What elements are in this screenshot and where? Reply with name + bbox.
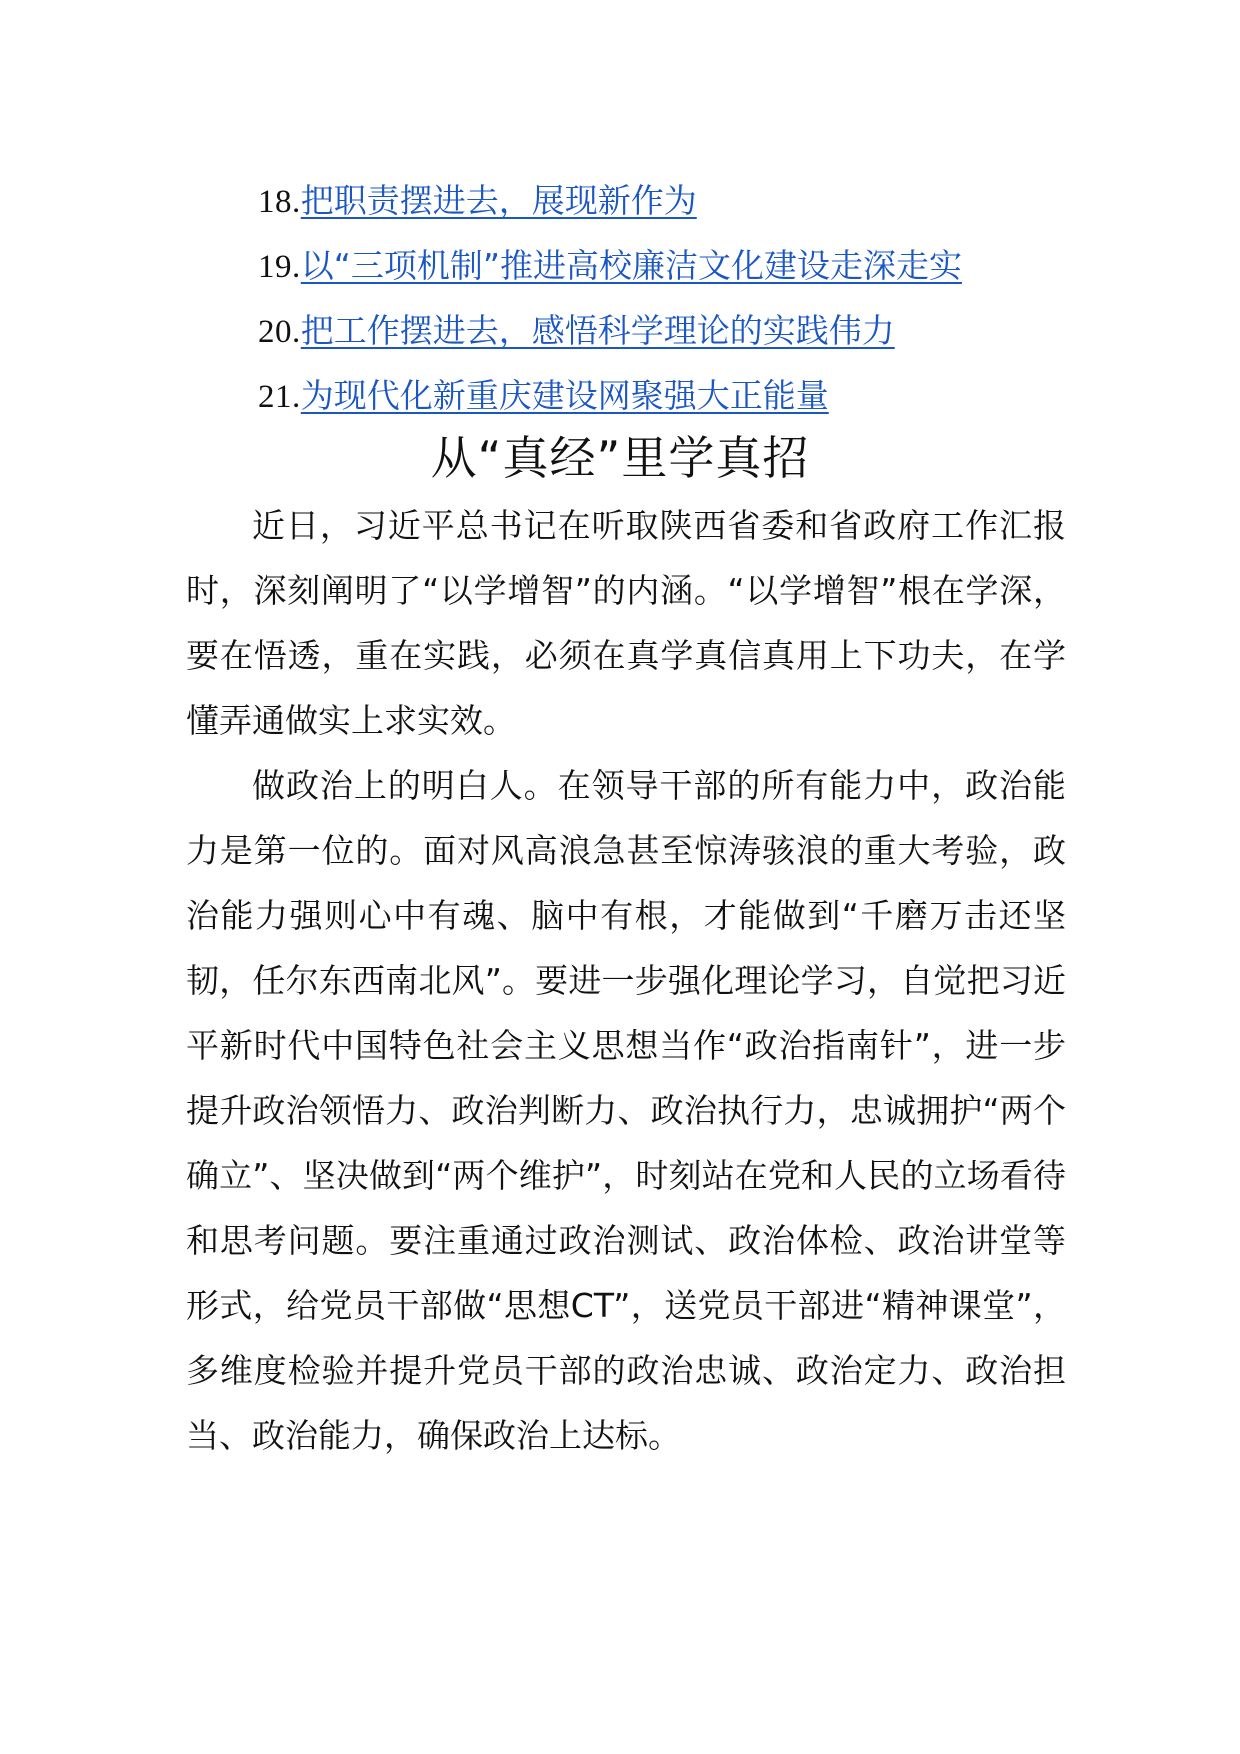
toc-item-number: 19. (258, 249, 301, 285)
article-title: 从“真经”里学真招 (430, 431, 810, 485)
toc-item-20[interactable] (258, 298, 1078, 363)
toc-link-20[interactable]: 把工作摆进去，感悟科学理论的实践伟力 (300, 311, 895, 350)
table-of-contents (258, 168, 1078, 428)
toc-item-18[interactable] (258, 168, 1078, 233)
toc-item-19[interactable] (258, 233, 1078, 298)
toc-item-number: 18. (258, 184, 301, 220)
toc-item-21[interactable] (258, 363, 1078, 428)
paragraph-intro: 近日，习近平总书记在听取陕西省委和省政府工作汇报时，深刻阐明了“以学增智”的内涵。“以学增智”根在学深，要在悟透，重在实践，必须在真学真信真用上下功夫，在学懂弄通做实上求实效。 (186, 506, 1066, 740)
toc-link-21[interactable]: 为现代化新重庆建设网聚强大正能量 (300, 376, 829, 415)
toc-link-19[interactable]: 以“三项机制”推进高校廉洁文化建设走深走实 (300, 246, 962, 285)
paragraph-political: 做政治上的明白人。在领导干部的所有能力中，政治能力是第一位的。面对风高浪急甚至惊涛骇浪的重大考验，政治能力强则心中有魂、脑中有根，才能做到“千磨万击还坚韧，任尔东西南北风”。要进一步强化理论学习，自觉把习近平新时代中国特色社会主义思想当作“政治指南针”，进一步提升政治领悟力、政治判断力、政治执行力，忠诚拥护“两个确立”、坚决做到“两个维护”，时刻站在党和人民的立场看待和思考问题。要注重通过政治测试、政治体检、政治讲堂等形式，给党员干部做“思想CT”，送党员干部进“精神课堂”，多维度检验并提升党员干部的政治忠诚、政治定力、政治担当、政治能力，确保政治上达标。 (186, 766, 1066, 1455)
toc-item-number: 20. (258, 314, 301, 350)
toc-link-18[interactable]: 把职责摆进去，展现新作为 (300, 181, 697, 220)
toc-item-number: 21. (258, 379, 301, 415)
article-body (186, 493, 1066, 1468)
